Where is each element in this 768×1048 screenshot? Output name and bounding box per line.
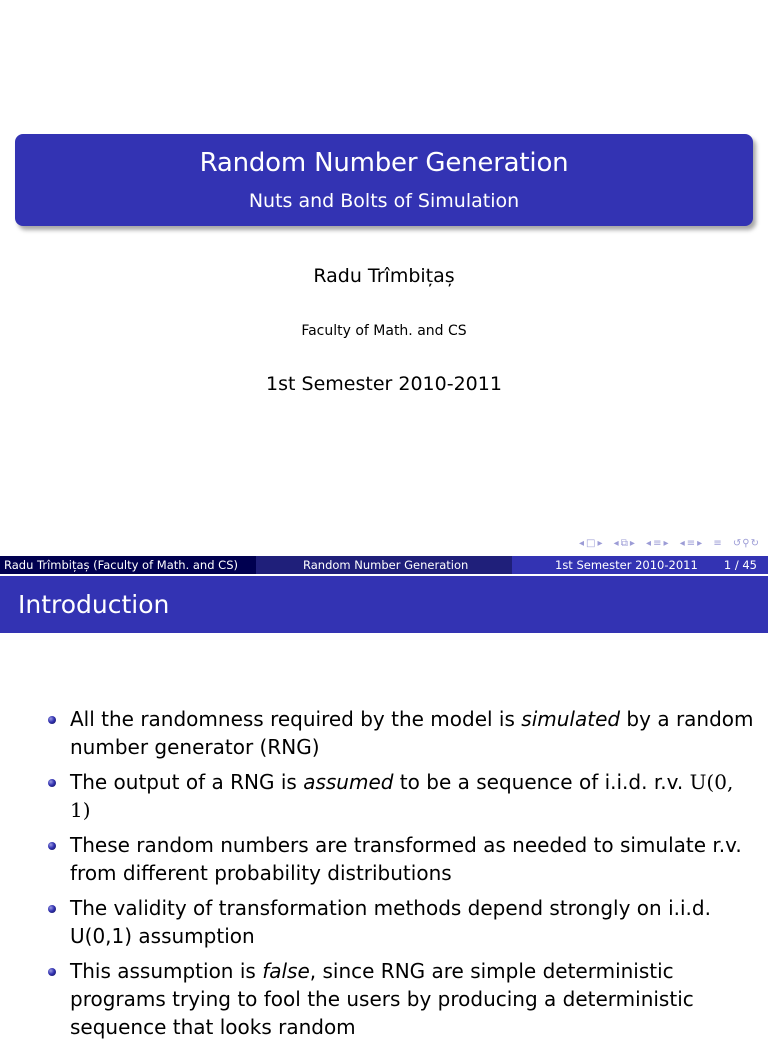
list-item: The validity of transformation methods depend strongly on i.i.d. U(0,1) assumption [45,894,760,950]
search-icon[interactable]: ↺⚲↻ [732,538,760,549]
bullet-list [45,705,760,1048]
bullet-ball-icon [48,716,56,724]
toc-icon[interactable]: ≡ [713,538,723,549]
frame-next-icon[interactable]: ▸ [597,538,604,549]
doc-prev-icon[interactable]: ◂ [679,538,686,549]
frame-prev-icon[interactable]: ◂ [578,538,585,549]
list-item: The output of a RNG is assumed to be a sequence of i.i.d. r.v. U(0, 1) [45,768,760,824]
footline-date-section [512,556,768,574]
bullet-ball-icon [48,968,56,976]
footline-title-section [256,556,512,574]
frame-title-bar [0,576,768,633]
presentation-subtitle: Nuts and Bolts of Simulation [248,190,520,212]
title-box [15,134,753,226]
section-next-icon[interactable]: ▸ [663,538,670,549]
author-name: Radu Trîmbițaș [313,265,455,287]
footline [0,556,768,574]
bullet-ball-icon [48,905,56,913]
footline-author-section [0,556,256,574]
list-item: All the randomness required by the model is simulated by a random number generator (RNG) [45,705,760,761]
footline-date: 1st Semester 2010-2011 [555,558,698,572]
page-number: 1 / 45 [723,558,757,572]
list-item: These random numbers are transformed as needed to simulate r.v. from different probability distributions [45,831,760,887]
footline-author: Radu Trîmbițaș (Faculty of Math. and CS) [4,558,238,572]
doc-icon[interactable]: ≡ [686,538,697,549]
subsection-next-icon[interactable]: ▸ [629,538,636,549]
subsection-prev-icon[interactable]: ◂ [613,538,620,549]
presentation-title: Random Number Generation [199,148,569,178]
section-icon[interactable]: ≡ [653,538,663,549]
bullet-ball-icon [48,779,56,787]
frame-title: Introduction [18,590,170,619]
navigation-symbols [573,538,760,549]
section-prev-icon[interactable]: ◂ [646,538,653,549]
doc-next-icon[interactable]: ▸ [697,538,704,549]
subsection-icon[interactable]: ⧉ [620,538,629,549]
presentation-date: 1st Semester 2010-2011 [266,373,502,395]
slide-content [0,633,768,1039]
institute: Faculty of Math. and CS [301,323,467,339]
list-item: This assumption is false, since RNG are simple deterministic programs trying to fool the users by producing a deterministic sequence that looks random [45,957,760,1041]
frame-icon[interactable]: □ [585,538,597,549]
bullet-ball-icon [48,842,56,850]
footline-title: Random Number Generation [303,558,469,572]
